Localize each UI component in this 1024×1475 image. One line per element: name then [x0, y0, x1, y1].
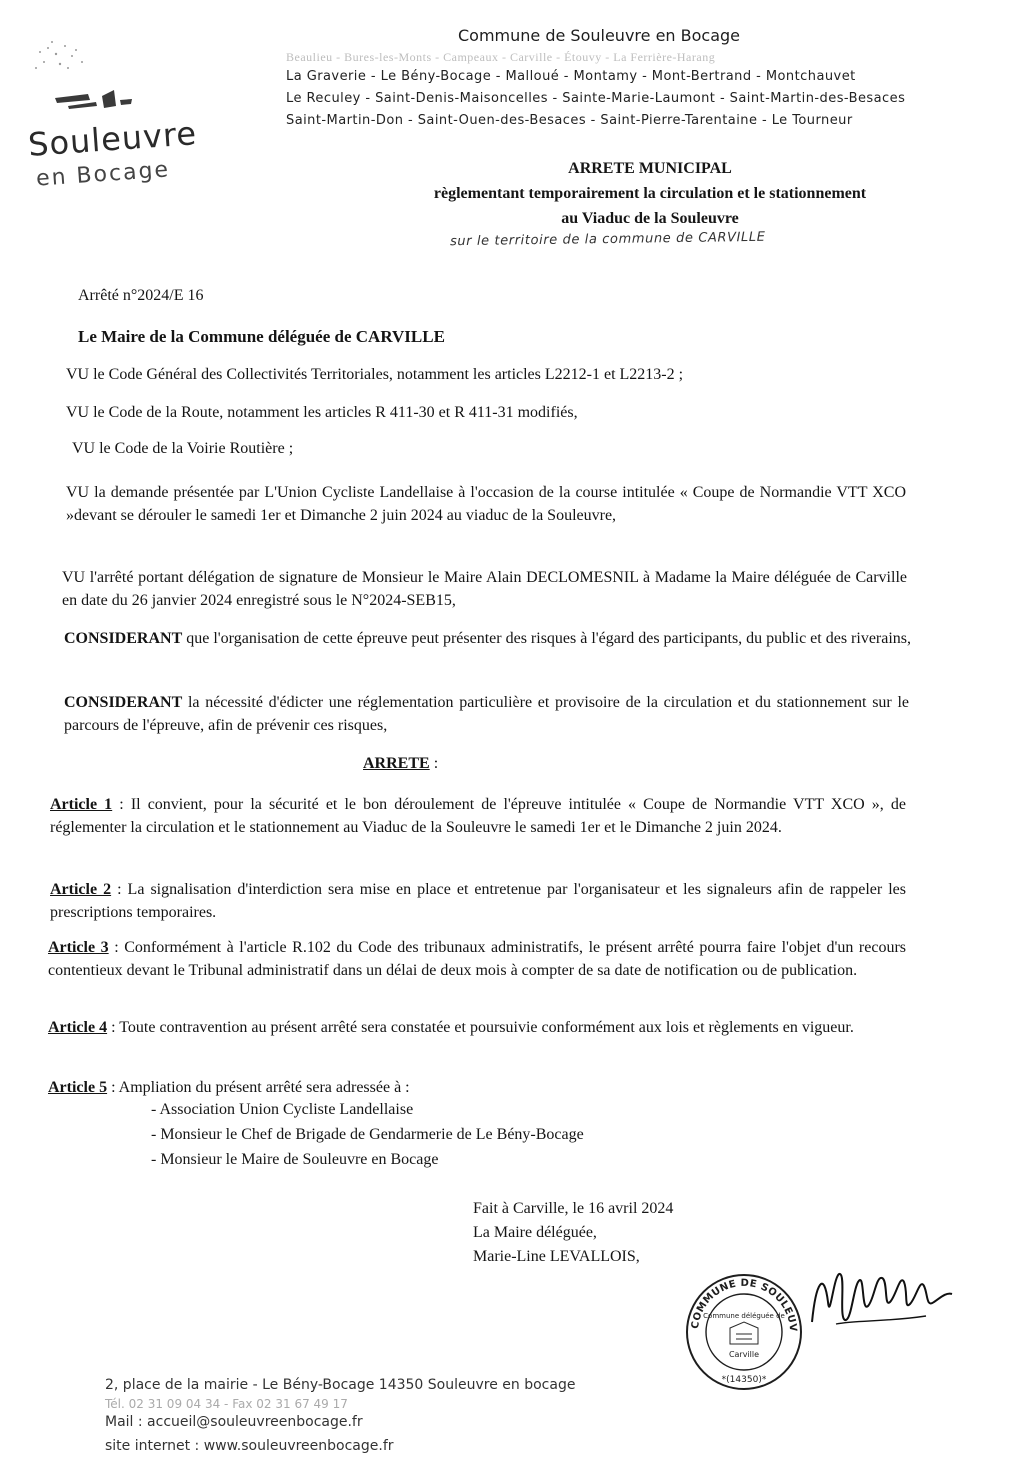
villages-line-3: Saint-Martin-Don - Saint-Ouen-des-Besaces - Saint-Pierre-Tarentaine - Le Tourneur: [286, 113, 853, 128]
vu-paragraph-1: VU le Code Général des Collectivités Territoriales, notamment les articles L2212-1 et L2213-2 ;: [66, 366, 684, 383]
logo-word-souleuvre: Souleuvre: [26, 114, 199, 164]
svg-text:*(14350)*: *(14350)*: [721, 1375, 767, 1385]
mayor-line: Le Maire de la Commune déléguée de CARVILLE: [78, 327, 445, 346]
considerant-paragraph-2: [64, 691, 909, 737]
decree-subtitle-line1: règlementant temporairement la circulation et le stationnement: [433, 185, 867, 202]
article-3-label: Article 3: [48, 939, 109, 956]
signoff-place-date: Fait à Carville, le 16 avril 2024: [473, 1200, 674, 1217]
article-4-label: Article 4: [48, 1019, 108, 1036]
official-stamp: [684, 1272, 804, 1392]
footer-address: 2, place de la mairie - Le Bény-Bocage 14350 Souleuvre en bocage: [105, 1377, 576, 1393]
article-4: [48, 1016, 906, 1039]
commune-title: Commune de Souleuvre en Bocage: [458, 26, 741, 45]
footer-email: Mail : accueil@souleuvreenbocage.fr: [105, 1414, 363, 1430]
article-3-text: : Conformément à l'article R.102 du Code des tribunaux administratifs, le présent arrêté pourra faire l'objet d'un recours contentieux devant le Tribunal administratif dans un délai de deux mois à compter de sa date de notification ou de publication.: [48, 939, 907, 979]
vu-paragraph-2: VU le Code de la Route, notamment les articles R 411-30 et R 411-31 modifiés,: [66, 404, 578, 421]
recipient-1: - Association Union Cycliste Landellaise: [151, 1101, 414, 1118]
considerant-text-2: la nécessité d'édicter une réglementation particulière et provisoire de la circulation et du stationnement sur le parcours de l'épreuve, afin de prévenir ces risques,: [64, 694, 909, 734]
article-2-label: Article 2: [50, 881, 112, 898]
arrete-heading-label: ARRETE: [363, 755, 430, 772]
vu-paragraph-5: VU l'arrêté portant délégation de signature de Monsieur le Maire Alain DECLOMESNIL à Madame la Maire déléguée de Carville en date du 26 janvier 2024 enregistré sous le N°2024-SEB15,: [62, 569, 907, 609]
considerant-text-1: que l'organisation de cette épreuve peut présenter des risques à l'égard des participants, du public et des riverains,: [186, 630, 912, 647]
arrete-heading: [363, 752, 438, 775]
decree-title: ARRETE MUNICIPAL: [568, 160, 732, 177]
recipient-3: - Monsieur le Maire de Souleuvre en Bocage: [151, 1151, 439, 1168]
signoff-name: Marie-Line LEVALLOIS,: [473, 1248, 640, 1265]
villages-line-faint: Beaulieu - Bures-les-Monts - Campeaux - Carville - Étouvy - La Ferrière-Harang: [286, 50, 716, 64]
article-5: [48, 1076, 906, 1099]
article-2: [50, 878, 906, 924]
decree-subtitle-line2: au Viaduc de la Souleuvre: [561, 210, 739, 227]
vu-paragraph-4: VU la demande présentée par L'Union Cycliste Landellaise à l'occasion de la course intitulée « Coupe de Normandie VTT XCO »devant se dérouler le samedi 1er et Dimanche 2 juin 2024 au viaduc de la Souleuvre,: [66, 484, 906, 524]
article-1: [50, 793, 906, 839]
villages-line-1: La Graverie - Le Bény-Bocage - Malloué - Montamy - Mont-Bertrand - Montchauvet: [286, 69, 856, 84]
svg-text:Commune déléguée de: Commune déléguée de: [703, 1312, 785, 1320]
article-5-text: : Ampliation du présent arrêté sera adressée à :: [107, 1079, 410, 1096]
handwritten-annotation: sur le territoire de la commune de CARVILLE: [449, 229, 766, 250]
commune-logo: [10, 20, 210, 190]
svg-text:COMMUNE DE SOULEUVRE EN BOCAGE: COMMUNE DE SOULEUV: [690, 1277, 799, 1333]
footer-website: site internet : www.souleuvreenbocage.fr: [105, 1438, 394, 1454]
article-4-text: : Toute contravention au présent arrêté sera constatée et poursuivie conformément aux lois et règlements en vigueur.: [107, 1019, 854, 1036]
article-2-text: : La signalisation d'interdiction sera mise en place et entretenue par l'organisateur et les signaleurs afin de rappeler les prescriptions temporaires.: [50, 881, 906, 921]
vu-paragraph-3: VU le Code de la Voirie Routière ;: [72, 440, 294, 457]
decree-number: Arrêté n°2024/E 16: [78, 287, 204, 304]
svg-text:Carville: Carville: [728, 1350, 760, 1359]
recipient-2: - Monsieur le Chef de Brigade de Gendarmerie de Le Bény-Bocage: [151, 1126, 584, 1143]
villages-line-2: Le Reculey - Saint-Denis-Maisoncelles - Sainte-Marie-Laumont - Saint-Martin-des-Besaces: [286, 91, 906, 106]
signoff-role: La Maire déléguée,: [473, 1224, 597, 1241]
considerant-label: CONSIDERANT: [64, 630, 183, 647]
article-1-text: : Il convient, pour la sécurité et le bon déroulement de l'épreuve intitulée « Coupe de Normandie VTT XCO », de réglementer la circulation et le stationnement au Viaduc de la Souleuvre le samedi 1er et le Dimanche 2 juin 2024.: [50, 796, 907, 836]
signature-scribble-icon: [806, 1262, 956, 1342]
logo-word-en-bocage: en Bocage: [35, 157, 171, 192]
footer-phone-fax: Tél. 02 31 09 04 34 - Fax 02 31 67 49 17: [105, 1397, 348, 1411]
article-1-label: Article 1: [50, 796, 113, 813]
arrete-heading-colon: :: [429, 755, 439, 772]
article-3: [48, 936, 906, 982]
considerant-paragraph-1: [64, 627, 914, 650]
article-5-label: Article 5: [48, 1079, 108, 1096]
stamp-seal-icon: [684, 1272, 804, 1392]
handwritten-signature: [806, 1262, 956, 1342]
considerant-label: CONSIDERANT: [64, 694, 183, 711]
